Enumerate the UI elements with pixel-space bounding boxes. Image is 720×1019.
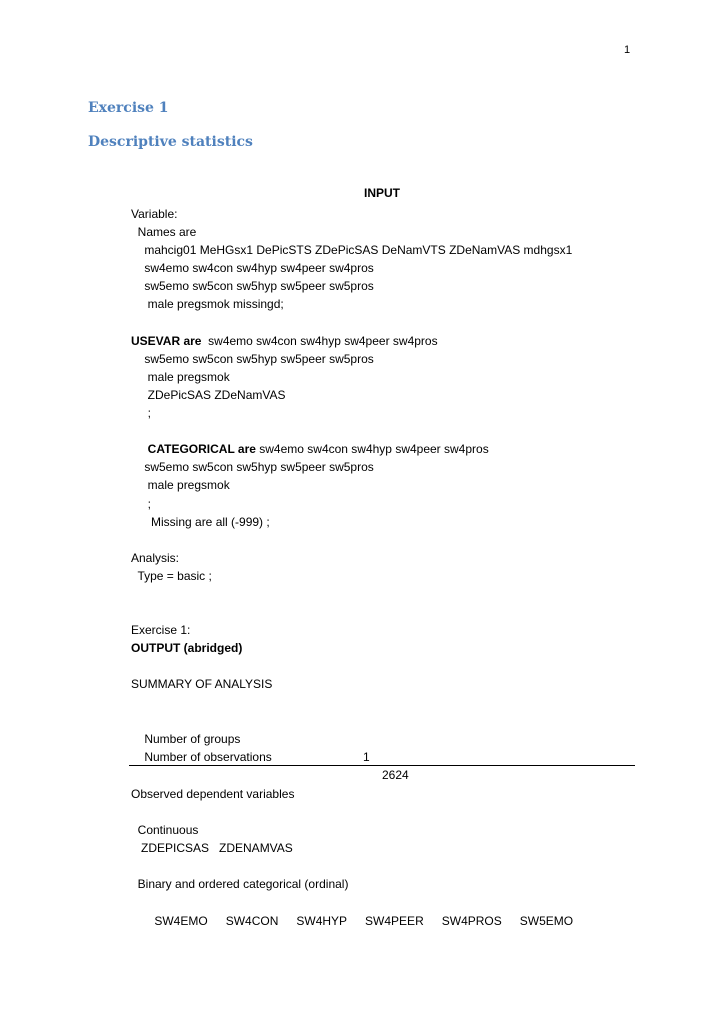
usevar-line [131,332,651,350]
observed-title: Observed dependent variables [131,787,295,801]
input-title: INPUT [364,186,400,200]
variable-label: Variable: [131,207,178,221]
variable-name: SW4PEER [365,913,424,928]
usevar-keyword: USEVAR are [131,333,202,348]
continuous-label: Continuous [131,823,199,838]
analysis-type: Type = basic ; [131,568,212,583]
observed-variables-block [131,785,651,928]
categorical-keyword: CATEGORICAL are [131,442,256,457]
divider-line [129,765,635,766]
categorical-line [131,440,651,458]
usevar-continuation: ZDePicSAS ZDeNamVAS [131,387,286,402]
names-line: male pregsmok missingd; [131,297,284,312]
names-line: sw4emo sw4con sw4hyp sw4peer sw4pros [131,261,374,276]
observations-label: Number of observations [144,749,272,764]
variable-name: SW5EMO [519,913,574,928]
continuous-vars: ZDEPICSAS ZDENAMVAS [131,841,293,856]
names-line: mahcig01 MeHGsx1 DePicSTS ZDePicSAS DeNamVTS ZDeNamVAS mdhgsx1 [131,243,573,258]
categorical-output-label: Binary and ordered categorical (ordinal) [131,877,349,892]
output-title: OUTPUT (abridged) [131,641,243,656]
page-number: 1 [624,44,631,56]
input-code-block [131,205,651,782]
categorical-first: sw4emo sw4con sw4hyp sw4peer sw4pros [255,442,489,457]
usevar-first: sw4emo sw4con sw4hyp sw4peer sw4pros [201,333,438,348]
output-exercise-label: Exercise 1: [131,623,191,638]
categorical-continuation: sw5emo sw5con sw5hyp sw5peer sw5pros [131,460,374,475]
usevar-continuation: male pregsmok [131,369,230,384]
variable-name: SW4PROS [441,913,502,928]
exercise-heading: Exercise 1 [88,100,169,116]
variable-name: SW4CON [225,913,279,928]
groups-value: 1 [363,749,370,764]
names-are-line: Names are [131,225,197,240]
section-heading: Descriptive statistics [88,134,253,150]
variable-name: SW4HYP [296,913,348,928]
usevar-continuation: sw5emo sw5con sw5hyp sw5peer sw5pros [131,351,374,366]
missing-line: Missing are all (-999) ; [131,514,270,529]
categorical-output-vars [131,894,651,928]
usevar-continuation: ; [131,406,152,421]
summary-title: SUMMARY OF ANALYSIS [131,677,273,692]
names-line: sw5emo sw5con sw5hyp sw5peer sw5pros [131,279,374,294]
observations-value: 2624 [382,767,409,782]
variable-name: SW4EMO [154,913,208,928]
categorical-continuation: male pregsmok [131,478,230,493]
observations-row [131,730,651,782]
groups-label: Number of groups [144,731,241,746]
categorical-continuation: ; [131,496,152,511]
analysis-label: Analysis: [131,550,180,565]
